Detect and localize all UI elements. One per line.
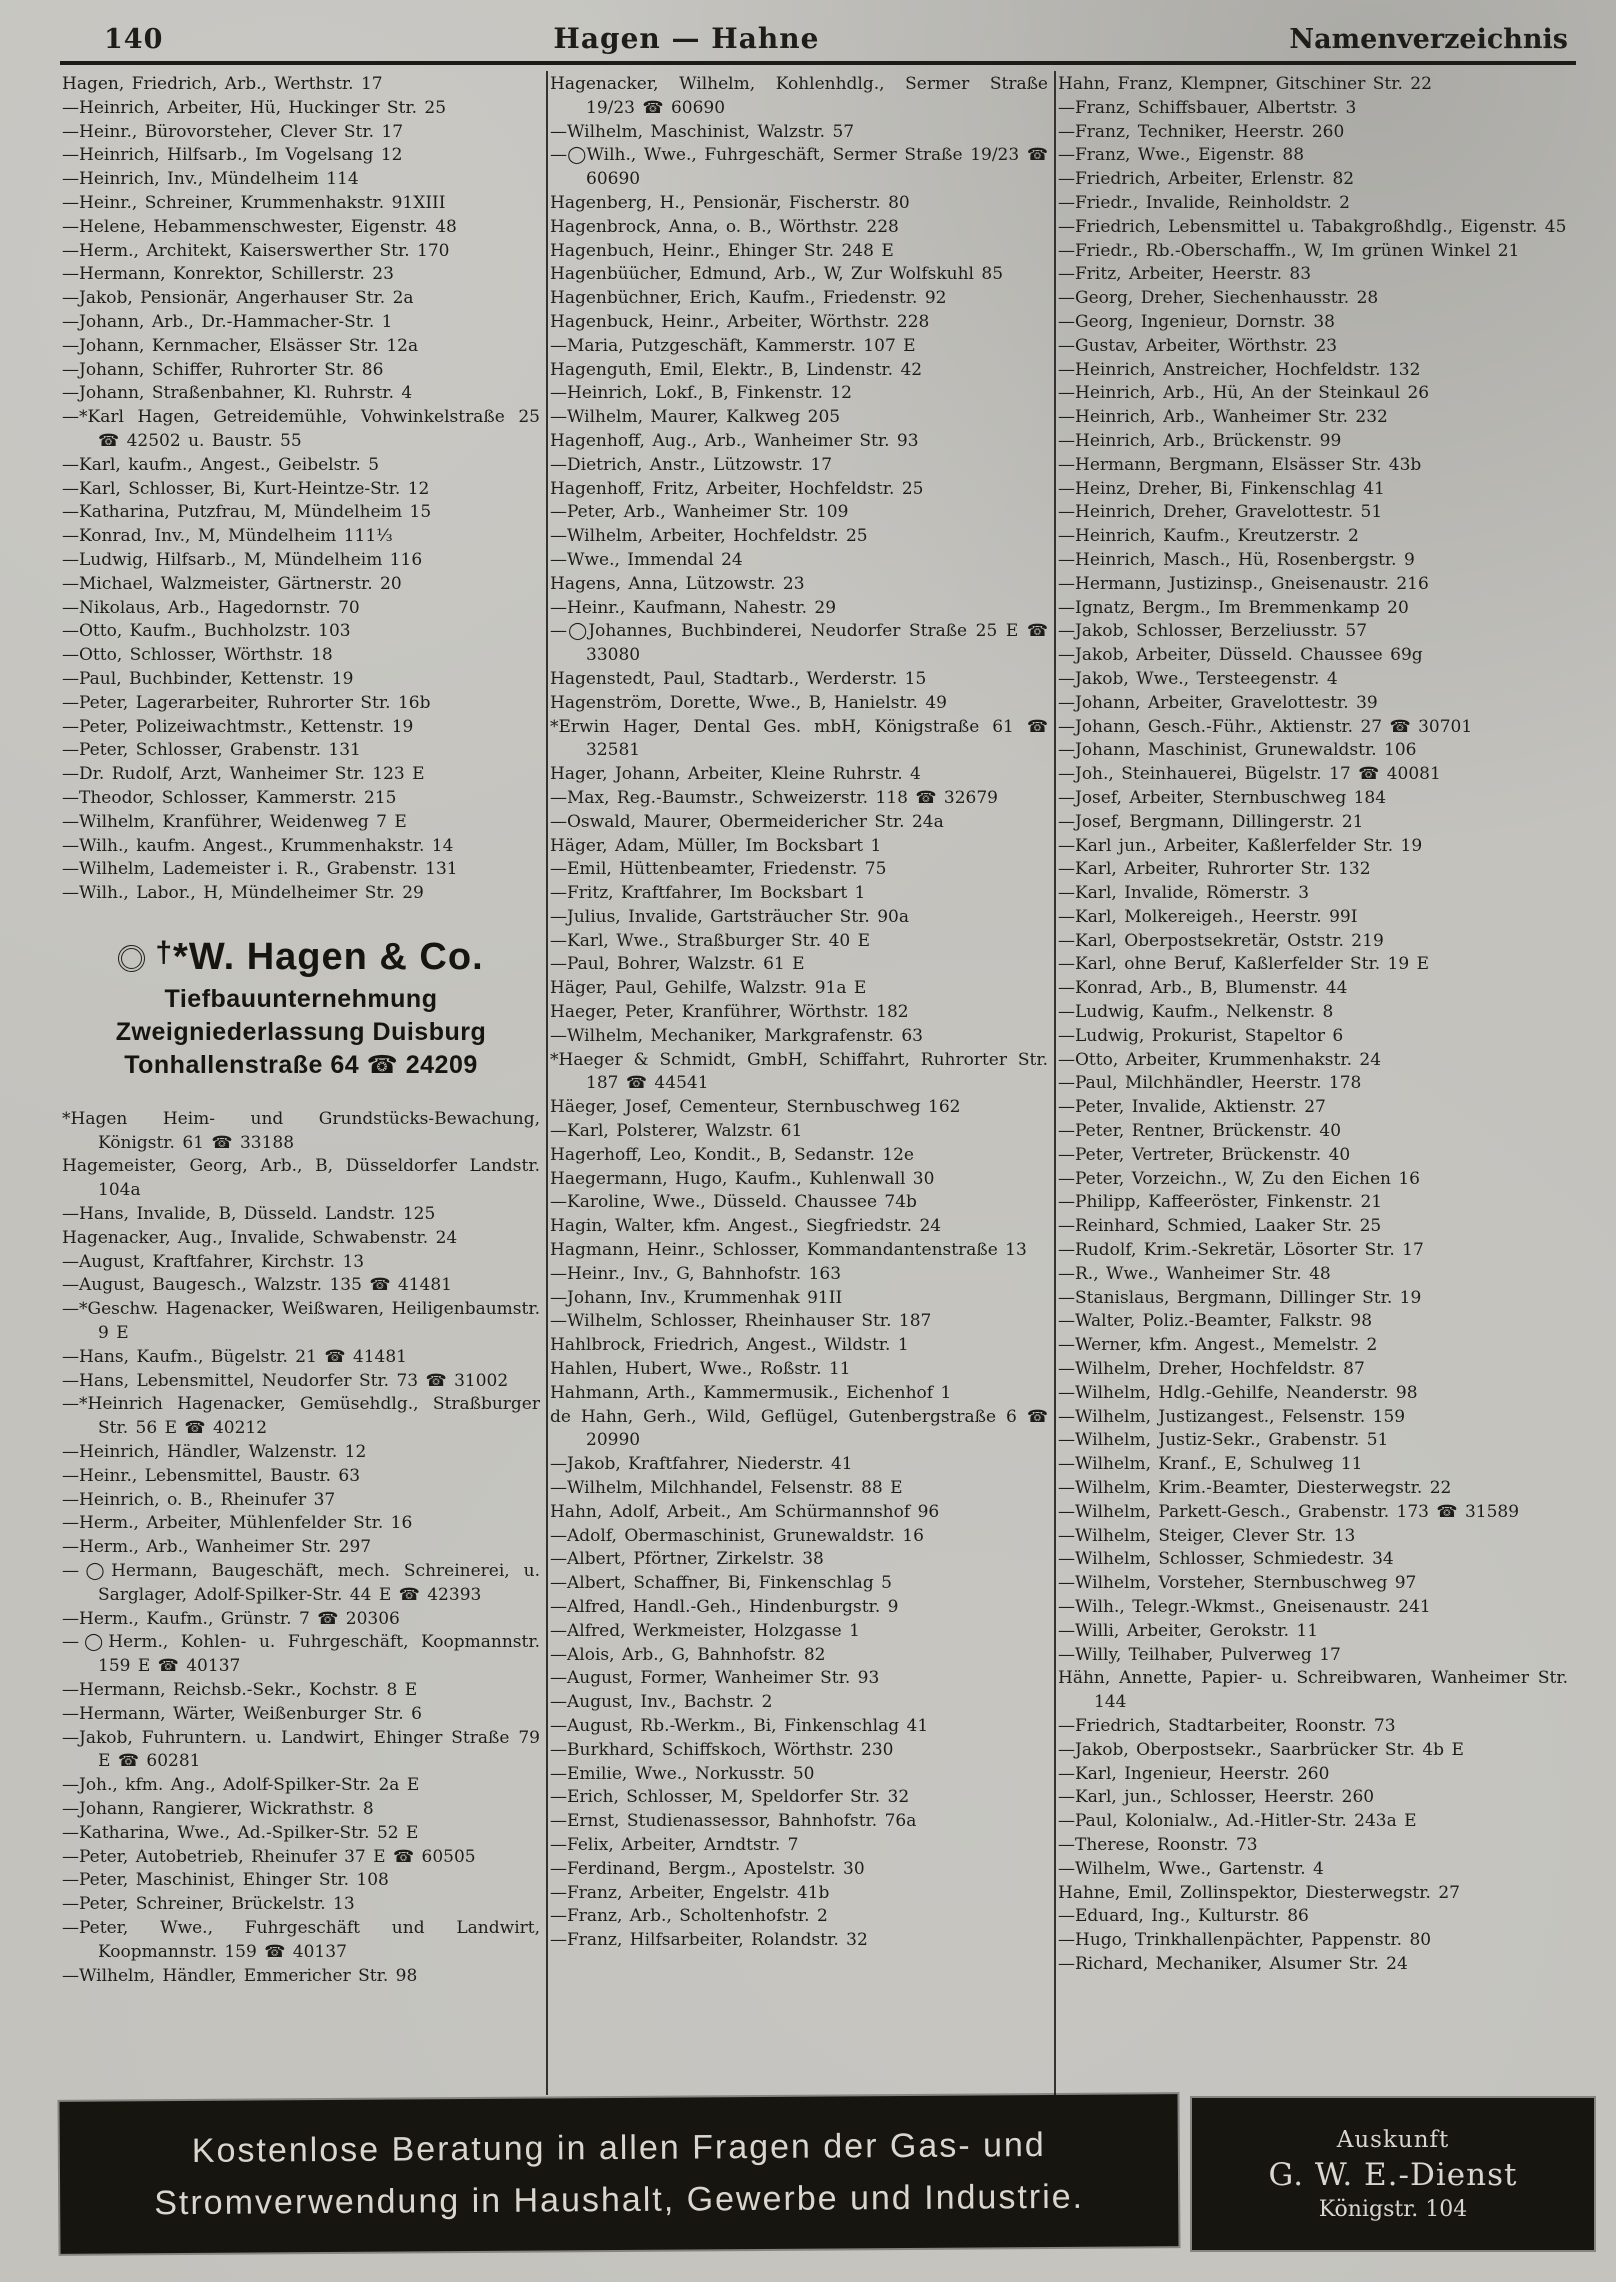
directory-entry: —R., Wwe., Wanheimer Str. 48 xyxy=(1058,1263,1331,1284)
directory-entry: —August, Kraftfahrer, Kirchstr. 13 xyxy=(62,1251,365,1272)
directory-entry: —Wilhelm, Dreher, Hochfeldstr. 87 xyxy=(1058,1359,1365,1380)
directory-entry: —Hermann, Wärter, Weißenburger Str. 6 xyxy=(62,1703,422,1724)
directory-entry: —Jakob, Schlosser, Berzeliusstr. 57 xyxy=(1058,621,1368,642)
directory-entry: —Peter, Polizeiwachtmstr., Kettenstr. 19 xyxy=(62,716,414,737)
directory-entry: Hagens, Anna, Lützowstr. 23 xyxy=(550,573,805,594)
directory-entry: —Peter, Rentner, Brückenstr. 40 xyxy=(1058,1121,1342,1142)
directory-entry: —Alois, Arb., G, Bahnhofstr. 82 xyxy=(550,1644,826,1665)
directory-entry: —Josef, Bergmann, Dillingerstr. 21 xyxy=(1058,811,1364,832)
directory-entry: —Hermann, Konrektor, Schillerstr. 23 xyxy=(62,264,394,285)
directory-entry: —Hermann, Bergmann, Elsässer Str. 43b xyxy=(1058,454,1422,475)
directory-entry: —Franz, Arbeiter, Engelstr. 41b xyxy=(550,1882,830,1903)
directory-entry: Hähn, Annette, Papier- u. Schreibwaren, Wanheimer Str. 144 xyxy=(1058,1668,1568,1713)
directory-entry: Hagenhoff, Fritz, Arbeiter, Hochfeldstr. 25 xyxy=(550,478,924,499)
directory-entry: —Walter, Poliz.-Beamter, Falkstr. 98 xyxy=(1058,1311,1373,1332)
directory-entry: Hagenhoff, Aug., Arb., Wanheimer Str. 93 xyxy=(550,430,919,451)
directory-entry: —Franz, Wwe., Eigenstr. 88 xyxy=(1058,145,1305,166)
directory-entry: —Richard, Mechaniker, Alsumer Str. 24 xyxy=(1058,1953,1408,1974)
directory-entry: —Johann, Kernmacher, Elsässer Str. 12a xyxy=(62,335,419,356)
directory-entry: Hagemeister, Georg, Arb., B, Düsseldorfer Landstr. 104a xyxy=(62,1156,540,1201)
directory-entry: Hagenbuck, Heinr., Arbeiter, Wörthstr. 228 xyxy=(550,311,930,332)
directory-entry: —Wilhelm, Schlosser, Schmiedestr. 34 xyxy=(1058,1549,1394,1570)
directory-entry: —Heinrich, o. B., Rheinufer 37 xyxy=(62,1489,336,1510)
directory-entry: Hagerhoff, Leo, Kondit., B, Sedanstr. 12e xyxy=(550,1144,914,1165)
directory-entry: —Friedrich, Lebensmittel u. Tabakgroßhdlg., Eigenstr. 45 xyxy=(1058,216,1567,237)
directory-entry: —Herm., Arbeiter, Mühlenfelder Str. 16 xyxy=(62,1513,413,1534)
directory-entry: *Hagen Heim- und Grundstücks-Bewachung, Königstr. 61 ☎ 33188 xyxy=(62,1108,540,1153)
directory-entry: —Paul, Bohrer, Walzstr. 61 E xyxy=(550,954,805,975)
directory-entry: —Johann, Rangierer, Wickrathstr. 8 xyxy=(62,1799,374,1819)
directory-entry: —Wilhelm, Händler, Emmericher Str. 98 xyxy=(62,1965,418,1986)
directory-entry: —*Karl Hagen, Getreidemühle, Vohwinkelstraße 25 ☎ 42502 u. Baustr. 55 xyxy=(62,407,540,451)
directory-entry: de Hahn, Gerh., Wild, Geflügel, Gutenbergstraße 6 ☎ 20990 xyxy=(550,1406,1048,1451)
directory-entry: —Julius, Invalide, Gartsträucher Str. 90a xyxy=(550,906,909,927)
directory-entry: —◯Wilh., Wwe., Fuhrgeschäft, Sermer Straße 19/23 ☎ 60690 xyxy=(550,145,1048,190)
directory-entry: —Wilhelm, Justiz-Sekr., Grabenstr. 51 xyxy=(1058,1430,1389,1451)
directory-entry: —Peter, Schreiner, Brückelstr. 13 xyxy=(62,1894,355,1915)
directory-entry: —Otto, Kaufm., Buchholzstr. 103 xyxy=(62,621,351,642)
directory-entry: —Hugo, Trinkhallenpächter, Pappenstr. 80 xyxy=(1058,1930,1432,1951)
directory-entry: —Franz, Arb., Scholtenhofstr. 2 xyxy=(550,1906,828,1927)
directory-entry: —Herm., Kaufm., Grünstr. 7 ☎ 20306 xyxy=(62,1608,400,1629)
directory-entry: Häger, Adam, Müller, Im Bocksbart 1 xyxy=(550,835,882,856)
directory-entry: Hagenbuch, Heinr., Ehinger Str. 248 E xyxy=(550,240,894,261)
directory-entry: —Wilhelm, Lademeister i. R., Grabenstr. 131 xyxy=(62,859,458,880)
directory-entry: —◯Johannes, Buchbinderei, Neudorfer Straße 25 E ☎ 33080 xyxy=(550,621,1048,666)
directory-entry: —Wilhelm, Parkett-Gesch., Grabenstr. 173 ☎ 31589 xyxy=(1058,1501,1520,1522)
directory-entry: —Otto, Schlosser, Wörthstr. 18 xyxy=(62,645,333,666)
directory-entry: —Karl, ohne Beruf, Kaßlerfelder Str. 19 E xyxy=(1058,954,1429,975)
directory-entry: —Emil, Hüttenbeamter, Friedenstr. 75 xyxy=(550,859,887,880)
directory-entry: —Erich, Schlosser, M, Speldorfer Str. 32 xyxy=(550,1787,910,1808)
directory-entry: —Alfred, Handl.-Geh., Hindenburgstr. 9 xyxy=(550,1597,899,1617)
directory-entry: Häger, Paul, Gehilfe, Walzstr. 91a E xyxy=(550,978,867,999)
directory-entry: —Katharina, Wwe., Ad.-Spilker-Str. 52 E xyxy=(62,1822,419,1843)
directory-entry: —Johann, Maschinist, Grunewaldstr. 106 xyxy=(1058,740,1417,761)
directory-entry: —*Geschw. Hagenacker, Weißwaren, Heiligenbaumstr. 9 E xyxy=(62,1299,540,1344)
directory-entry: Hagmann, Heinr., Schlosser, Kommandantenstraße 13 xyxy=(550,1240,1027,1261)
directory-entry: —Karl, Invalide, Römerstr. 3 xyxy=(1058,883,1310,904)
directory-entry: —Wilhelm, Krim.-Beamter, Diesterwegstr. 22 xyxy=(1058,1478,1452,1499)
directory-entry: —Heinrich, Arb., Hü, An der Steinkaul 26 xyxy=(1058,383,1430,404)
directory-entry: —Wwe., Immendal 24 xyxy=(550,549,743,570)
ad-company-name: *W. Hagen & Co. xyxy=(173,935,484,978)
directory-entry: —Karl, Molkereigeh., Heerstr. 99I xyxy=(1058,906,1358,927)
directory-entry: —Herm., Architekt, Kaiserswerther Str. 170 xyxy=(62,240,450,261)
directory-entry: —Johann, Straßenbahner, Kl. Ruhrstr. 4 xyxy=(62,383,413,404)
directory-entry: —Peter, Autobetrieb, Rheinufer 37 E ☎ 60505 xyxy=(62,1846,476,1867)
directory-entry: Hahlbrock, Friedrich, Angest., Wildstr. 1 xyxy=(550,1335,909,1356)
directory-entry: —Heinr., Kaufmann, Nahestr. 29 xyxy=(550,597,837,618)
gwe-address: Königstr. 104 xyxy=(1318,2196,1468,2222)
page-header xyxy=(60,22,1576,65)
directory-entry: Hagenacker, Aug., Invalide, Schwabenstr. 24 xyxy=(62,1227,458,1248)
directory-entry: —Friedr., Rb.-Oberschaffn., W, Im grünen Winkel 21 xyxy=(1058,240,1520,261)
directory-entry: —Karl, Wwe., Straßburger Str. 40 E xyxy=(550,930,871,951)
directory-entry: —Georg, Dreher, Siechenhausstr. 28 xyxy=(1058,288,1379,309)
directory-columns xyxy=(60,65,1576,2095)
directory-entry: —Joh., kfm. Ang., Adolf-Spilker-Str. 2a E xyxy=(62,1775,420,1796)
directory-entry: —Reinhard, Schmied, Laaker Str. 25 xyxy=(1058,1216,1382,1237)
directory-entry: —Peter, Arb., Wanheimer Str. 109 xyxy=(550,502,849,523)
directory-entry: —Emilie, Wwe., Norkusstr. 50 xyxy=(550,1763,815,1784)
directory-entry: —Karl, jun., Schlosser, Heerstr. 260 xyxy=(1058,1787,1375,1808)
directory-entry: —Heinr., Lebensmittel, Baustr. 63 xyxy=(62,1465,361,1486)
page-number: 140 xyxy=(104,24,164,55)
directory-entry: —Adolf, Obermaschinist, Grunewaldstr. 16 xyxy=(550,1525,924,1546)
directory-entry: —Helene, Hebammenschwester, Eigenstr. 48 xyxy=(62,216,457,237)
directory-entry: *Erwin Hager, Dental Ges. mbH, Königstraße 61 ☎ 32581 xyxy=(550,716,1048,761)
wreath-icon xyxy=(118,945,145,972)
directory-entry: —Wilhelm, Justizangest., Felsenstr. 159 xyxy=(1058,1406,1406,1427)
hagen-co-ad xyxy=(62,936,540,1082)
directory-entry: —Johann, Inv., Krummenhak 91II xyxy=(550,1287,843,1308)
directory-entry: —Franz, Schiffsbauer, Albertstr. 3 xyxy=(1058,97,1357,118)
directory-entry: Hagenguth, Emil, Elektr., B, Lindenstr. 42 xyxy=(550,359,923,380)
column-3 xyxy=(1054,71,1574,2095)
directory-entry: Hagenström, Dorette, Wwe., B, Hanielstr. 49 xyxy=(550,692,947,713)
directory-entry: Hagenstedt, Paul, Stadtarb., Werderstr. 15 xyxy=(550,668,927,689)
directory-entry: —August, Inv., Bachstr. 2 xyxy=(550,1692,773,1713)
directory-entry: —Ludwig, Hilfsarb., M, Mündelheim 116 xyxy=(62,549,423,570)
directory-entry: —Heinrich, Anstreicher, Hochfeldstr. 132 xyxy=(1058,359,1421,380)
directory-entry: —Peter, Vertreter, Brückenstr. 40 xyxy=(1058,1144,1351,1165)
directory-entry: —Theodor, Schlosser, Kammerstr. 215 xyxy=(62,787,397,808)
directory-entry: —Alfred, Werkmeister, Holzgasse 1 xyxy=(550,1620,860,1641)
directory-entry: —Karl jun., Arbeiter, Kaßlerfelder Str. 19 xyxy=(1058,835,1423,856)
directory-entry: —Karl, Schlosser, Bi, Kurt-Heintze-Str. 12 xyxy=(62,478,430,499)
directory-entry: —Josef, Arbeiter, Sternbuschweg 184 xyxy=(1058,787,1387,808)
directory-entry: —Paul, Kolonialw., Ad.-Hitler-Str. 243a E xyxy=(1058,1811,1417,1832)
directory-entry: Hahne, Emil, Zollinspektor, Diesterwegstr. 27 xyxy=(1058,1882,1460,1903)
directory-entry: —Heinrich, Arb., Wanheimer Str. 232 xyxy=(1058,407,1388,428)
column-3-entries xyxy=(1058,73,1568,1977)
gwe-banner-ad xyxy=(59,2094,1178,2254)
directory-entry: —Heinrich, Inv., Mündelheim 114 xyxy=(62,169,359,190)
directory-entry: —Heinz, Dreher, Bi, Finkenschlag 41 xyxy=(1058,478,1385,499)
directory-entry: —Jakob, Wwe., Tersteegenstr. 4 xyxy=(1058,668,1338,689)
directory-entry: —Heinr., Bürovorsteher, Clever Str. 17 xyxy=(62,121,404,142)
directory-entry: —Friedrich, Stadtarbeiter, Roonstr. 73 xyxy=(1058,1715,1396,1736)
directory-entry: —Paul, Milchhändler, Heerstr. 178 xyxy=(1058,1073,1362,1094)
directory-entry: —Philipp, Kaffeeröster, Finkenstr. 21 xyxy=(1058,1192,1383,1213)
directory-entry: —Heinrich, Dreher, Gravelottestr. 51 xyxy=(1058,502,1383,523)
directory-entry: —Maria, Putzgeschäft, Kammerstr. 107 E xyxy=(550,335,916,356)
ad-branch: Zweigniederlassung Duisburg xyxy=(115,1017,487,1046)
column-1-entries-top xyxy=(62,73,540,906)
column-2-entries xyxy=(550,73,1048,1953)
directory-entry: —Heinrich, Kaufm., Kreutzerstr. 2 xyxy=(1058,526,1359,547)
directory-entry: Haeger, Peter, Kranführer, Wörthstr. 182 xyxy=(550,1002,909,1023)
directory-entry: —Hans, Invalide, B, Düsseld. Landstr. 125 xyxy=(62,1204,436,1225)
directory-entry: —Fritz, Arbeiter, Heerstr. 83 xyxy=(1058,264,1312,285)
directory-entry: —Stanislaus, Bergmann, Dillinger Str. 19 xyxy=(1058,1287,1422,1308)
directory-entry: —Johann, Arb., Dr.-Hammacher-Str. 1 xyxy=(62,311,393,332)
directory-entry: —Hermann, Reichsb.-Sekr., Kochstr. 8 E xyxy=(62,1680,418,1701)
directory-entry: —Konrad, Arb., B, Blumenstr. 44 xyxy=(1058,978,1348,999)
directory-entry: —Hans, Lebensmittel, Neudorfer Str. 73 ☎ 31002 xyxy=(62,1370,509,1391)
ad-business-type: Tiefbauunternehmung xyxy=(164,984,438,1013)
directory-entry: —Heinr., Schreiner, Krummenhakstr. 91XIII xyxy=(62,192,446,213)
directory-entry: —Wilhelm, Milchhandel, Felsenstr. 88 E xyxy=(550,1478,903,1499)
directory-entry: Hahmann, Arth., Kammermusik., Eichenhof 1 xyxy=(550,1382,952,1403)
directory-entry: —Felix, Arbeiter, Arndtstr. 7 xyxy=(550,1834,799,1855)
directory-entry: —Oswald, Maurer, Obermeidericher Str. 24a xyxy=(550,811,944,832)
directory-entry: —Karoline, Wwe., Düsseld. Chaussee 74b xyxy=(550,1192,917,1213)
directory-entry: —Heinrich, Arbeiter, Hü, Huckinger Str. 25 xyxy=(62,97,447,118)
directory-entry: —Jakob, Oberpostsekr., Saarbrücker Str. 4b E xyxy=(1058,1739,1464,1760)
directory-entry: —Karl, Arbeiter, Ruhrorter Str. 132 xyxy=(1058,859,1371,880)
directory-entry: —Friedr., Invalide, Reinholdstr. 2 xyxy=(1058,192,1350,213)
directory-entry: —Hans, Kaufm., Bügelstr. 21 ☎ 41481 xyxy=(62,1346,407,1367)
directory-entry: —Ferdinand, Bergm., Apostelstr. 30 xyxy=(550,1858,865,1879)
directory-entry: —Peter, Invalide, Aktienstr. 27 xyxy=(1058,1097,1326,1118)
directory-entry: —Wilhelm, Maschinist, Walzstr. 57 xyxy=(550,121,855,142)
directory-entry: —Wilhelm, Steiger, Clever Str. 13 xyxy=(1058,1525,1356,1546)
directory-entry: —Peter, Lagerarbeiter, Ruhrorter Str. 16b xyxy=(62,692,431,713)
directory-entry: Haegermann, Hugo, Kaufm., Kuhlenwall 30 xyxy=(550,1168,935,1189)
directory-entry: —Michael, Walzmeister, Gärtnerstr. 20 xyxy=(62,573,402,594)
directory-entry: —Wilhelm, Kranführer, Weidenweg 7 E xyxy=(62,811,407,832)
directory-entry: —Karl, Ingenieur, Heerstr. 260 xyxy=(1058,1763,1330,1784)
directory-entry: —Karl, kaufm., Angest., Geibelstr. 5 xyxy=(62,454,380,475)
directory-entry: —Katharina, Putzfrau, M, Mündelheim 15 xyxy=(62,502,432,523)
directory-entry: *Haeger & Schmidt, GmbH, Schiffahrt, Ruhrorter Str. 187 ☎ 44541 xyxy=(550,1049,1048,1094)
directory-entry: —Georg, Ingenieur, Dornstr. 38 xyxy=(1058,311,1335,332)
directory-entry: Hager, Johann, Arbeiter, Kleine Ruhrstr. 4 xyxy=(550,764,921,785)
directory-entry: —Johann, Schiffer, Ruhrorter Str. 86 xyxy=(62,359,384,380)
directory-entry: —Ernst, Studienassessor, Bahnhofstr. 76a xyxy=(550,1811,917,1832)
directory-entry: —Wilhelm, Maurer, Kalkweg 205 xyxy=(550,407,841,428)
directory-entry: —Werner, kfm. Angest., Memelstr. 2 xyxy=(1058,1335,1378,1356)
footer-ads xyxy=(60,2098,1596,2250)
column-2 xyxy=(546,71,1054,2095)
directory-entry: —Wilhelm, Vorsteher, Sternbuschweg 97 xyxy=(1058,1573,1417,1594)
directory-entry: —Karl, Polsterer, Walzstr. 61 xyxy=(550,1121,803,1142)
directory-entry: —Otto, Arbeiter, Krummenhakstr. 24 xyxy=(1058,1049,1382,1070)
directory-entry: —◯Hermann, Baugeschäft, mech. Schreinerei, u. Sarglager, Adolf-Spilker-Str. 44 E ☎ 42393 xyxy=(62,1561,540,1605)
directory-entry: —Paul, Buchbinder, Kettenstr. 19 xyxy=(62,668,354,689)
directory-entry: —Heinrich, Hilfsarb., Im Vogelsang 12 xyxy=(62,145,403,166)
directory-entry: —Fritz, Kraftfahrer, Im Bocksbart 1 xyxy=(550,883,866,904)
directory-entry: —Wilhelm, Arbeiter, Hochfeldstr. 25 xyxy=(550,526,868,547)
directory-entry: Hagenbüücher, Edmund, Arb., W, Zur Wolfskuhl 85 xyxy=(550,264,1004,285)
directory-entry: —Albert, Schaffner, Bi, Finkenschlag 5 xyxy=(550,1573,892,1594)
column-1 xyxy=(60,71,546,2095)
page-title: Hagen — Hahne xyxy=(553,22,820,55)
directory-entry: Häeger, Josef, Cementeur, Sternbuschweg 162 xyxy=(550,1097,961,1118)
column-1-entries-bottom xyxy=(62,1108,540,1988)
directory-entry: —Franz, Hilfsarbeiter, Rolandstr. 32 xyxy=(550,1930,868,1951)
gwe-ad-line-2: Stromverwendung in Haushalt, Gewerbe und Industrie. xyxy=(154,2177,1085,2223)
directory-entry: Hagin, Walter, kfm. Angest., Siegfriedstr. 24 xyxy=(550,1216,942,1237)
directory-entry: —Heinrich, Arb., Brückenstr. 99 xyxy=(1058,430,1342,451)
directory-entry: —Peter, Maschinist, Ehinger Str. 108 xyxy=(62,1870,389,1891)
directory-entry: —*Heinrich Hagenacker, Gemüsehdlg., Straßburger Str. 56 E ☎ 40212 xyxy=(62,1394,540,1439)
ad-address-phone: Tonhallenstraße 64 ☎ 24209 xyxy=(124,1050,478,1079)
directory-entry: —◯Herm., Kohlen- u. Fuhrgeschäft, Koopmannstr. 159 E ☎ 40137 xyxy=(62,1632,540,1677)
directory-entry: —August, Former, Wanheimer Str. 93 xyxy=(550,1668,880,1689)
directory-entry: —Burkhard, Schiffskoch, Wörthstr. 230 xyxy=(550,1739,894,1760)
gwe-ad-line-1: Kostenlose Beratung in allen Fragen der Gas- und xyxy=(191,2126,1046,2170)
directory-entry: —Wilhelm, Kranf., E, Schulweg 11 xyxy=(1058,1454,1363,1475)
directory-entry: —Johann, Gesch.-Führ., Aktienstr. 27 ☎ 30701 xyxy=(1058,716,1473,737)
directory-entry: —Ignatz, Bergm., Im Bremmenkamp 20 xyxy=(1058,597,1409,618)
directory-entry: Hagen, Friedrich, Arb., Werthstr. 17 xyxy=(62,74,383,94)
gwe-service-name: G. W. E.-Dienst xyxy=(1268,2156,1518,2193)
directory-entry: Hahn, Adolf, Arbeit., Am Schürmannshof 96 xyxy=(550,1501,940,1522)
directory-entry: —Wilh., Telegr.-Wkmst., Gneisenaustr. 241 xyxy=(1058,1597,1431,1617)
directory-entry: —Peter, Schlosser, Grabenstr. 131 xyxy=(62,740,361,761)
directory-entry: —Therese, Roonstr. 73 xyxy=(1058,1834,1258,1855)
directory-entry: Hahn, Franz, Klempner, Gitschiner Str. 22 xyxy=(1058,74,1432,94)
directory-entry: Hagenbrock, Anna, o. B., Wörthstr. 228 xyxy=(550,216,899,237)
directory-entry: —Ludwig, Kaufm., Nelkenstr. 8 xyxy=(1058,1002,1334,1023)
directory-entry: —Wilhelm, Wwe., Gartenstr. 4 xyxy=(1058,1858,1324,1879)
directory-entry: —Peter, Vorzeichn., W, Zu den Eichen 16 xyxy=(1058,1168,1420,1189)
directory-entry: Hagenacker, Wilhelm, Kohlenhdlg., Sermer Straße 19/23 ☎ 60690 xyxy=(550,74,1048,118)
directory-entry: —Jakob, Pensionär, Angerhauser Str. 2a xyxy=(62,288,414,309)
directory-entry: —Hermann, Justizinsp., Gneisenaustr. 216 xyxy=(1058,573,1429,594)
directory-entry: —Jakob, Fuhruntern. u. Landwirt, Ehinger Straße 79 E ☎ 60281 xyxy=(62,1727,540,1772)
directory-entry: —Wilhelm, Schlosser, Rheinhauser Str. 187 xyxy=(550,1311,932,1332)
directory-entry: —Karl, Oberpostsekretär, Oststr. 219 xyxy=(1058,930,1384,951)
directory-entry: —Gustav, Arbeiter, Wörthstr. 23 xyxy=(1058,335,1338,356)
directory-entry: —Albert, Pförtner, Zirkelstr. 38 xyxy=(550,1549,824,1570)
directory-entry: —Eduard, Ing., Kulturstr. 86 xyxy=(1058,1906,1309,1927)
directory-entry: —Ludwig, Prokurist, Stapeltor 6 xyxy=(1058,1025,1344,1046)
directory-entry: —Jakob, Kraftfahrer, Niederstr. 41 xyxy=(550,1454,853,1475)
directory-entry: —Max, Reg.-Baumstr., Schweizerstr. 118 ☎ 32679 xyxy=(550,787,998,808)
directory-entry: —Wilh., Labor., H, Mündelheimer Str. 29 xyxy=(62,883,424,904)
directory-entry: —Dietrich, Anstr., Lützowstr. 17 xyxy=(550,454,833,475)
section-label: Namenverzeichnis xyxy=(1289,24,1568,55)
directory-entry: —Friedrich, Arbeiter, Erlenstr. 82 xyxy=(1058,169,1355,190)
directory-entry: —Franz, Techniker, Heerstr. 260 xyxy=(1058,121,1345,142)
directory-entry: Hagenbüchner, Erich, Kaufm., Friedenstr. 92 xyxy=(550,288,947,309)
directory-entry: —Heinrich, Lokf., B, Finkenstr. 12 xyxy=(550,383,852,404)
cross-icon: † xyxy=(155,935,174,969)
directory-entry: —August, Baugesch., Walzstr. 135 ☎ 41481 xyxy=(62,1275,453,1296)
directory-entry: —Konrad, Inv., M, Mündelheim 111⅓ xyxy=(62,526,393,547)
directory-entry: —Jakob, Arbeiter, Düsseld. Chaussee 69g xyxy=(1058,645,1423,666)
directory-entry: —Wilhelm, Mechaniker, Markgrafenstr. 63 xyxy=(550,1025,923,1046)
directory-entry: —Heinrich, Händler, Walzenstr. 12 xyxy=(62,1442,367,1463)
directory-entry: —Rudolf, Krim.-Sekretär, Lösorter Str. 17 xyxy=(1058,1240,1424,1261)
gwe-info-box xyxy=(1192,2098,1594,2250)
directory-entry: —Willi, Arbeiter, Gerokstr. 11 xyxy=(1058,1620,1319,1641)
directory-entry: —Heinrich, Masch., Hü, Rosenbergstr. 9 xyxy=(1058,549,1415,570)
directory-entry: Hahlen, Hubert, Wwe., Roßstr. 11 xyxy=(550,1359,851,1380)
directory-entry: —Wilh., kaufm. Angest., Krummenhakstr. 14 xyxy=(62,835,454,856)
directory-entry: —Heinr., Inv., G, Bahnhofstr. 163 xyxy=(550,1263,842,1284)
directory-entry: Hagenberg, H., Pensionär, Fischerstr. 80 xyxy=(550,192,910,213)
directory-entry: —Johann, Arbeiter, Gravelottestr. 39 xyxy=(1058,692,1378,713)
directory-entry: —Peter, Wwe., Fuhrgeschäft und Landwirt, Koopmannstr. 159 ☎ 40137 xyxy=(62,1917,540,1962)
directory-entry: —Dr. Rudolf, Arzt, Wanheimer Str. 123 E xyxy=(62,764,425,785)
directory-entry: —Joh., Steinhauerei, Bügelstr. 17 ☎ 40081 xyxy=(1058,764,1441,785)
gwe-info-label: Auskunft xyxy=(1336,2126,1450,2153)
directory-entry: —Willy, Teilhaber, Pulverweg 17 xyxy=(1058,1644,1341,1665)
directory-entry: —Nikolaus, Arb., Hagedornstr. 70 xyxy=(62,597,360,618)
directory-entry: —Wilhelm, Hdlg.-Gehilfe, Neanderstr. 98 xyxy=(1058,1382,1418,1403)
directory-entry: —August, Rb.-Werkm., Bi, Finkenschlag 41 xyxy=(550,1715,929,1736)
directory-entry: —Herm., Arb., Wanheimer Str. 297 xyxy=(62,1537,372,1558)
ad-company-line xyxy=(62,936,540,979)
